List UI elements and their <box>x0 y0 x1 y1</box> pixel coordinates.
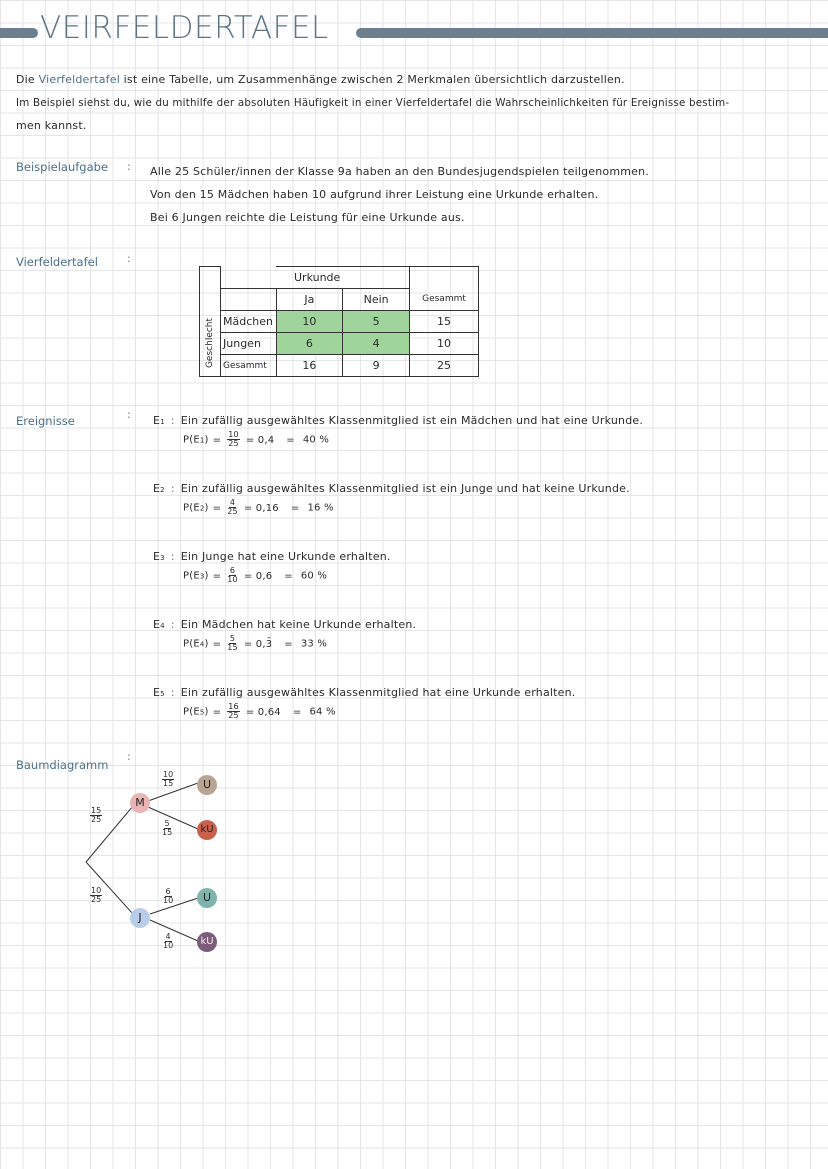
frac-branch-j <box>88 885 104 904</box>
frac-den: 10 <box>163 896 174 905</box>
page-title: VEIRFELDERTAFEL <box>40 10 329 46</box>
event-text: Ein zufällig ausgewähltes Klassenmitglied ist ein Mädchen und hat eine Urkunde. <box>180 414 644 427</box>
frac-m-ku <box>160 818 174 837</box>
prob-eq: = <box>212 706 222 718</box>
prob-eq: = <box>286 434 295 446</box>
cell-jungen-gesamt: 10 <box>410 333 479 355</box>
label-vierfeldertafel: Vierfeldertafel <box>16 255 98 269</box>
header-ja: Ja <box>276 289 343 311</box>
event-id: E <box>153 686 161 699</box>
frac-den: 15 <box>162 828 173 837</box>
label-ereignisse: Ereignisse <box>16 414 75 428</box>
tree-node-ku1: kU <box>197 820 217 840</box>
label-baumdiagramm: Baumdiagramm <box>16 758 109 772</box>
frac-num: 16 <box>228 702 239 711</box>
prob-decimal: = 0,6 <box>243 570 273 582</box>
cell-jungen-nein: 4 <box>343 333 410 355</box>
event-sub: 5 <box>160 690 165 698</box>
prob-sub: 1 <box>199 436 205 445</box>
frac-den: 25 <box>228 711 239 720</box>
prob-close: ) <box>204 434 209 446</box>
frac-den: 10 <box>227 575 238 584</box>
event-text: Ein zufällig ausgewähltes Klassenmitglied hat eine Urkunde erhalten. <box>180 686 576 699</box>
intro-line-2: Im Beispiel siehst du, wie du mithilfe der absoluten Häufigkeit in einer Vierfeldertafel die Wahrscheinlichkeiten für Ereignisse bestim- <box>16 97 730 109</box>
prob-eq: = <box>284 638 293 650</box>
event-sub: 2 <box>160 486 165 494</box>
frac-num: 6 <box>229 566 236 575</box>
prob-percent: 33 % <box>300 638 328 650</box>
event-colon: : <box>170 618 175 631</box>
tree-node-j: J <box>130 908 150 928</box>
frac-num: 10 <box>163 770 174 779</box>
prob-label: P(E <box>183 434 200 446</box>
event-id: E <box>153 482 161 495</box>
prob-eq: = <box>292 706 302 718</box>
prob-decimal: = 0,3̄ <box>243 638 273 650</box>
intro-text: Die <box>16 73 35 86</box>
prob-eq: = <box>284 570 293 582</box>
prob-close: ) <box>204 638 209 650</box>
frac-branch-m <box>88 805 104 824</box>
row-label-gesamt: Gesammt <box>221 355 277 377</box>
intro-line-3: men kannst. <box>16 119 87 132</box>
frac-num: 6 <box>165 887 171 896</box>
prob-close: ) <box>204 502 209 514</box>
header-nein: Nein <box>343 289 410 311</box>
event-sub: 3 <box>160 554 165 562</box>
prob-sub: 5 <box>199 708 205 717</box>
frac-num: 5 <box>229 634 236 643</box>
event-id: E <box>153 550 161 563</box>
prob-sub: 4 <box>199 640 205 649</box>
cell-jungen-ja: 6 <box>276 333 343 355</box>
prob-eq: = <box>212 502 222 514</box>
prob-close: ) <box>204 570 209 582</box>
event-text: Ein Junge hat eine Urkunde erhalten. <box>180 550 391 563</box>
prob-percent: 16 % <box>307 502 334 514</box>
prob-percent: 64 % <box>309 706 336 718</box>
prob-percent: 60 % <box>300 570 328 582</box>
frac-den: 10 <box>163 941 174 950</box>
prob-label: P(E <box>183 638 200 650</box>
frac-den: 15 <box>227 643 238 652</box>
prob-eq: = <box>212 570 222 582</box>
cell-maedchen-ja: 10 <box>276 311 343 333</box>
prob-label: P(E <box>183 706 200 718</box>
task-line-2: Von den 15 Mädchen haben 10 aufgrund ihrer Leistung eine Urkunde erhalten. <box>150 188 599 201</box>
frac-den: 15 <box>163 779 174 788</box>
frac-j-ku <box>161 931 175 950</box>
frac-m-u <box>160 769 176 788</box>
frac-den: 25 <box>91 895 102 904</box>
event-colon: : <box>170 550 175 563</box>
event-id: E <box>153 618 161 631</box>
label-beispielaufgabe: Beispielaufgabe <box>16 160 109 174</box>
tree-node-ku2: kU <box>197 932 217 952</box>
cell-gesamt-nein: 9 <box>343 355 410 377</box>
event-id: E <box>153 414 161 427</box>
event-colon: : <box>170 482 175 495</box>
frac-num: 5 <box>164 819 170 828</box>
prob-eq: = <box>212 434 222 446</box>
prob-decimal: = 0,64 <box>245 706 281 718</box>
prob-label: P(E <box>183 570 200 582</box>
header-gesamt: Gesammt <box>410 289 479 311</box>
event-sub: 4 <box>160 622 165 630</box>
tree-node-u1: U <box>197 775 217 795</box>
colon: : <box>127 750 131 763</box>
frac-num: 10 <box>91 886 102 895</box>
prob-sub: 3 <box>199 572 205 581</box>
event-sub: 1 <box>160 418 165 426</box>
col-group-urkunde: Urkunde <box>276 267 410 289</box>
frac-den: 25 <box>228 439 239 448</box>
prob-decimal: = 0,4 <box>245 434 275 446</box>
cell-gesamt-ja: 16 <box>276 355 343 377</box>
frac-num: 15 <box>91 806 102 815</box>
prob-eq: = <box>212 638 222 650</box>
colon: : <box>127 160 131 173</box>
frac-num: 4 <box>229 498 236 507</box>
task-line-1: Alle 25 Schüler/innen der Klasse 9a haben an den Bundesjugendspielen teilgenommen. <box>150 165 649 178</box>
colon: : <box>127 408 131 421</box>
row-label-maedchen: Mädchen <box>221 311 277 333</box>
event-text: Ein zufällig ausgewähltes Klassenmitglied ist ein Junge und hat keine Urkunde. <box>180 482 630 495</box>
row-group-geschlecht: Geschlecht <box>205 318 215 369</box>
cell-gesamt-gesamt: 25 <box>410 355 479 377</box>
tree-node-m: M <box>130 793 150 813</box>
intro-text: ist eine Tabelle, um Zusammenhänge zwischen 2 Merkmalen übersichtlich darzustellen. <box>123 73 625 86</box>
prob-close: ) <box>204 706 209 718</box>
event-colon: : <box>170 686 175 699</box>
prob-percent: 40 % <box>302 434 330 446</box>
frac-j-u <box>161 886 175 905</box>
prob-label: P(E <box>183 502 200 514</box>
frac-num: 10 <box>228 430 239 439</box>
prob-eq: = <box>290 502 300 514</box>
event-colon: : <box>170 414 175 427</box>
cell-maedchen-nein: 5 <box>343 311 410 333</box>
colon: : <box>127 252 131 265</box>
task-line-3: Bei 6 Jungen reichte die Leistung für eine Urkunde aus. <box>150 211 465 224</box>
tree-node-u2: U <box>197 888 217 908</box>
intro-highlight: Vierfeldertafel <box>38 73 120 86</box>
frac-den: 25 <box>227 507 238 516</box>
frac-num: 4 <box>165 932 171 941</box>
row-label-jungen: Jungen <box>221 333 277 355</box>
prob-sub: 2 <box>199 504 205 513</box>
prob-decimal: = 0,16 <box>243 502 279 514</box>
frac-den: 25 <box>91 815 102 824</box>
event-text: Ein Mädchen hat keine Urkunde erhalten. <box>180 618 417 631</box>
cell-maedchen-gesamt: 15 <box>410 311 479 333</box>
